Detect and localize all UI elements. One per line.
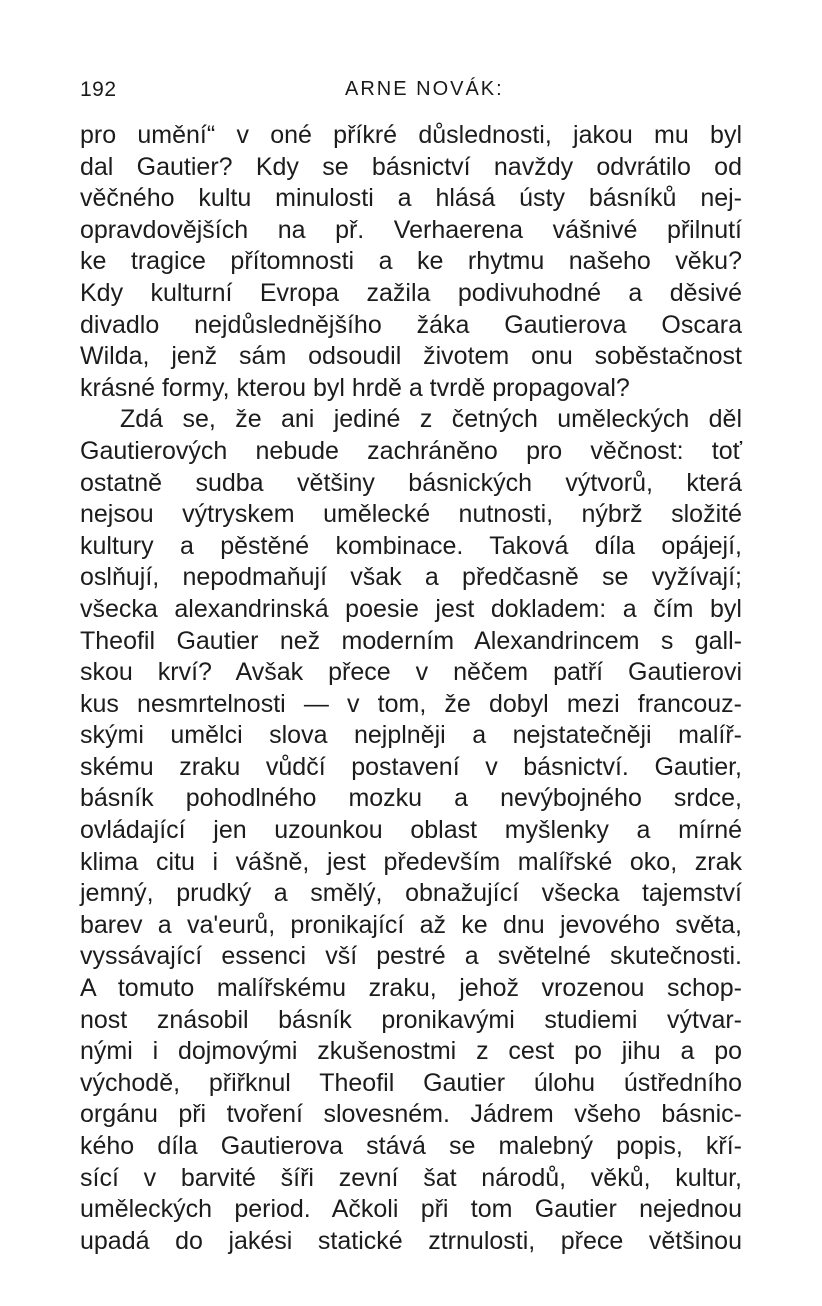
text-line: vyssávající essenci vší pestré a světelné skutečnosti. xyxy=(80,942,742,971)
text-line: kus nesmrtelnosti — v tom, že dobyl mezi francouz- xyxy=(80,689,742,718)
text-line: skému zraku vůdčí postavení v básnictví. Gautier, xyxy=(80,752,742,781)
text-line: orgánu při tvoření slovesném. Jádrem všeho básnic- xyxy=(80,1100,742,1129)
body-text xyxy=(80,120,742,1257)
text-line: ostatně sudba většiny básnických výtvorů, která xyxy=(80,468,742,497)
text-line: nost znásobil básník pronikavými studiemi výtvar- xyxy=(80,1005,742,1034)
text-line: upadá do jakési statické ztrnulosti, přece většinou xyxy=(80,1226,742,1255)
text-line: sící v barvité šíři zevní šat národů, věků, kultur, xyxy=(80,1163,742,1192)
text-line: Wilda, jenž sám odsoudil životem onu soběstačnost xyxy=(80,342,742,371)
text-line: Zdá se, že ani jediné z četných uměleckých děl xyxy=(120,405,742,434)
text-line: kého díla Gautierova stává se malebný popis, kří- xyxy=(80,1132,742,1160)
text-line: barev a va'eurů, pronikající až ke dnu jevového světa, xyxy=(80,910,742,939)
text-line: A tomuto malířskému zraku, jehož vrozenou schop- xyxy=(80,974,742,1003)
text-line: kultury a pěstěné kombinace. Taková díla opájejí, xyxy=(80,531,742,560)
text-line: nejsou výtryskem umělecké nutnosti, nýbrž složité xyxy=(80,500,742,529)
text-line: Kdy kulturní Evropa zažila podivuhodné a děsivé xyxy=(80,278,742,307)
text-line: oslňují, nepodmaňují však a předčasně se vyžívají; xyxy=(80,563,742,592)
page-number: 192 xyxy=(80,78,117,101)
text-line: pro umění“ v oné příkré důslednosti, jakou mu byl xyxy=(80,121,742,149)
text-line: jemný, prudký a smělý, obnažující všecka tajemství xyxy=(80,879,742,908)
text-line: uměleckých period. Ačkoli při tom Gautier nejednou xyxy=(80,1195,742,1224)
text-line: skou krví? Avšak přece v něčem patří Gautierovi xyxy=(80,658,742,687)
text-line: opravdovějších na př. Verhaerena vášnivé přilnutí xyxy=(80,215,742,244)
text-line: básník pohodlného mozku a nevýbojného srdce, xyxy=(80,784,742,813)
text-line: divadlo nejdůslednějšího žáka Gautierova Oscara xyxy=(80,310,742,339)
text-line: Gautierových nebude zachráněno pro věčnost: toť xyxy=(80,436,742,465)
text-line: nými i dojmovými zkušenostmi z cest po jihu a po xyxy=(80,1037,742,1066)
text-line: ke tragice přítomnosti a ke rhytmu našeho věku? xyxy=(80,247,742,276)
text-line: Theofil Gautier než moderním Alexandrincem s gall- xyxy=(80,626,742,655)
text-line: všecka alexandrinská poesie jest dokladem: a čím byl xyxy=(80,594,742,623)
text-line: skými umělci slova nejplněji a nejstatečněji malíř- xyxy=(80,721,742,750)
text-line: klima citu i vášně, jest především malířské oko, zrak xyxy=(80,847,742,876)
text-line: ovládající jen uzounkou oblast myšlenky a mírné xyxy=(80,816,742,845)
page-header xyxy=(80,78,740,108)
text-line: krásné formy, kterou byl hrdě a tvrdě propagoval? xyxy=(80,373,630,402)
text-line: dal Gautier? Kdy se básnictví navždy odvrátilo od xyxy=(80,152,742,181)
text-line: východě, přiřknul Theofil Gautier úlohu ústředního xyxy=(80,1068,742,1097)
running-head: ARNE NOVÁK: xyxy=(345,78,504,100)
text-line: věčného kultu minulosti a hlásá ústy básníků nej- xyxy=(80,184,742,213)
